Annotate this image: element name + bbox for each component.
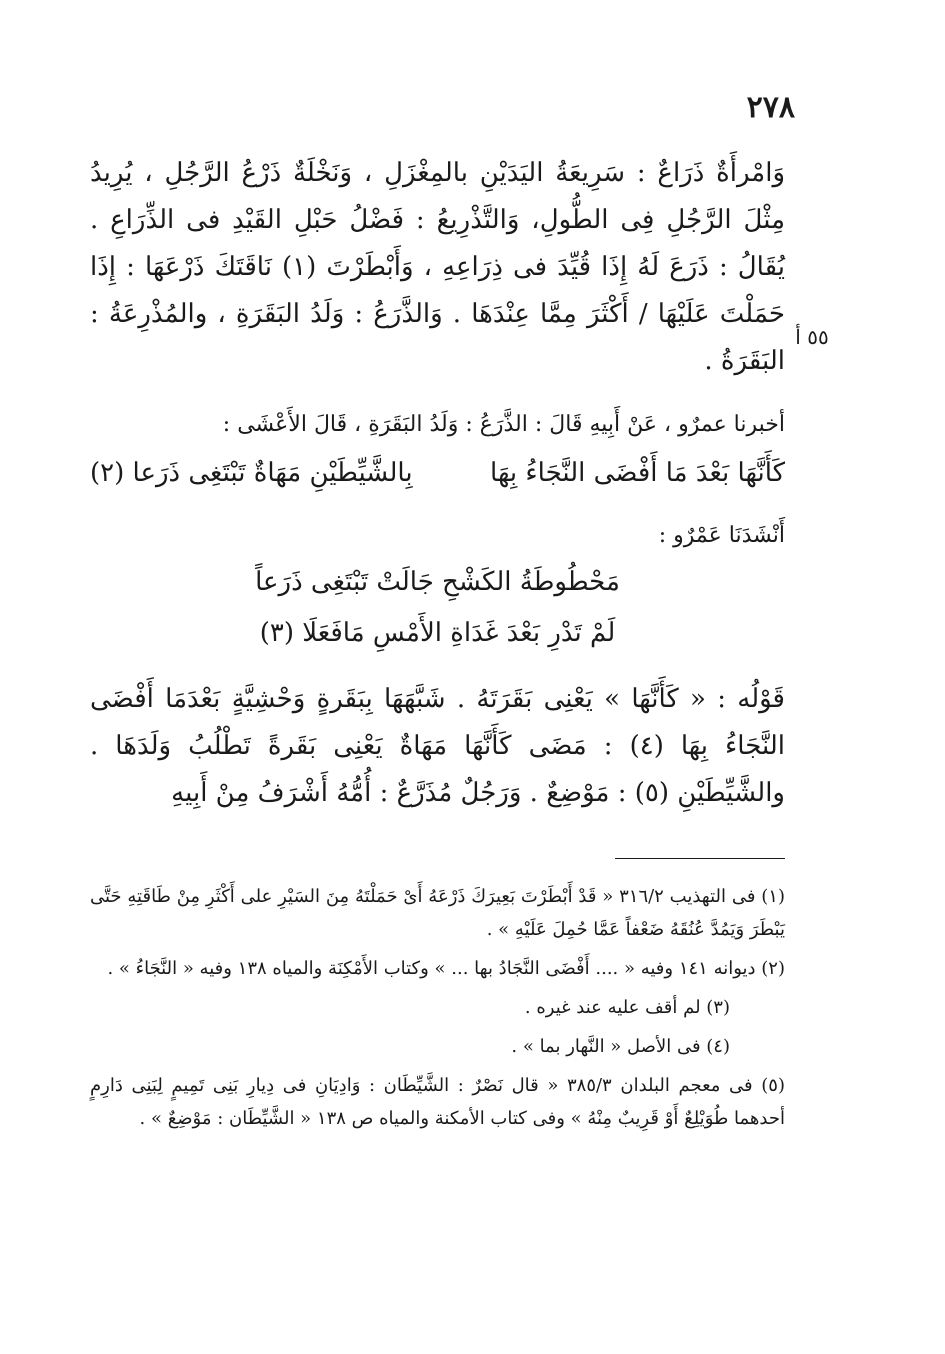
footnote-5: (٥) فى معجم البلدان ٣٨٥/٣ « قال نَصْرٌ : الشَّيِّطَان : وَادِيَانِ فى دِيارِ بَنِى تَمِيمٍ لِبَنِى دَارِمٍ أحدهما طُوَيْلِعٌ أَوْ قَرِيبٌ مِنْهُ » وفى كتاب الأمكنة والمياه ص ١٣٨ « الشَّيِّطَان : مَوْضِعٌ » . [90,1075,785,1129]
footnote-4: (٤) فى الأصل « النَّهار بما » . [511,1036,730,1057]
page-number: ٢٧٨ [746,90,795,125]
footnote-divider [615,858,785,859]
intro-line-2: أَنْشَدَنَا عَمْرٌو : [658,523,785,548]
intro-line-1: أخبرنا عمرٌو ، عَنْ أَبِيهِ قَالَ : الذَّرَعُ : وَلَدُ البَقَرَةِ ، قَالَ الأَعْشَى : [222,412,785,437]
main-paragraph: وَامْرأَةٌ ذَرَاعٌ : سَرِيعَةُ اليَدَيْنِ بالمِغْزَلِ ، وَنَخْلَةٌ ذَرْعُ الرَّجُلِ ، يُرِيدُ مِثْلَ الرَّجُلِ فِى الطُّولِ، وَالتَّذْرِيعُ : فَضْلُ حَبْلِ القَيْدِ فى الذِّرَاعِ . يُقَالُ : ذَرَعَ لَهُ إِذَا قُيِّدَ فى ذِرَاعِهِ ، وَأَبْطَرْتَ (١) نَاقَتَكَ ذَرْعَهَا : إِذَا حَمَلْتَ عَلَيْهَا / أَكْثَرَ مِمَّا عِنْدَهَا . وَالذَّرَعُ : وَلَدُ البَقَرَةِ ، والمُذْرِعَةُ : البَقَرَةُ . [90,158,785,376]
verse-2-line-2: لَمْ تَدْرِ بَعْدَ غَدَاةِ الأَمْسِ مَافَعَلَا (٣) [259,618,616,648]
verse-1 [90,458,785,488]
footnotes [90,880,785,1141]
margin-note: ٥٥ أ [795,325,829,349]
footnote-3: (٣) لم أقف عليه عند غيره . [524,997,730,1018]
commentary-paragraph: قَوْلُه : « كَأَنَّهَا » يَعْنِى بَقَرَتَهُ . شَبَّهَهَا بِبَقَرةٍ وَحْشِيَّةٍ بَعْدَمَا أَفْضَى النَّجَاءُ بِهَا (٤) : مَضَى كَأَنَّهَا مَهَاةٌ يَعْنِى بَقَرةً تَطْلُبُ وَلَدَهَا . والشَّيِّطَيْنِ (٥) : مَوْضِعٌ . وَرَجُلٌ مُذَرَّعٌ : أُمُّهُ أَشْرَفُ مِنْ أَبِيهِ [90,684,785,808]
verse-2-line-1: مَحْطُوطَةُ الكَشْحِ جَالَتْ تَبْتَغِى ذَرَعاً [255,567,620,597]
verse-1-first-hemistich: كَأَنَّهَا بَعْدَ مَا أَفْضَى النَّجَاءُ بِهَا [490,458,785,488]
verse-1-second-hemistich: بِالشَّيِّطَيْنِ مَهَاةٌ تَبْتَغِى ذَرَعا (٢) [90,458,413,488]
footnote-1: (١) فى التهذيب ٣١٦/٢ « قَدْ أَبْطَرْتَ بَعِيرَكَ ذَرْعَهُ أَىْ حَمَلْتَهُ مِنَ السَيْرِ على أَكْثَرِ مِنْ طَاقَتِهِ حَتَّى يَبْطَرَ وَيَمُدَّ عُنُقَهُ ضَعْفاً عَمَّا حُمِلَ عَلَيْهِ » . [90,886,785,940]
footnote-2: (٢) ديوانه ١٤١ وفيه « .... أَفْضَى النَّجَادُ بها ... » وكتاب الأَمْكِنَة والمياه ١٣٨ وفيه « النَّجَاءُ » . [107,958,785,979]
